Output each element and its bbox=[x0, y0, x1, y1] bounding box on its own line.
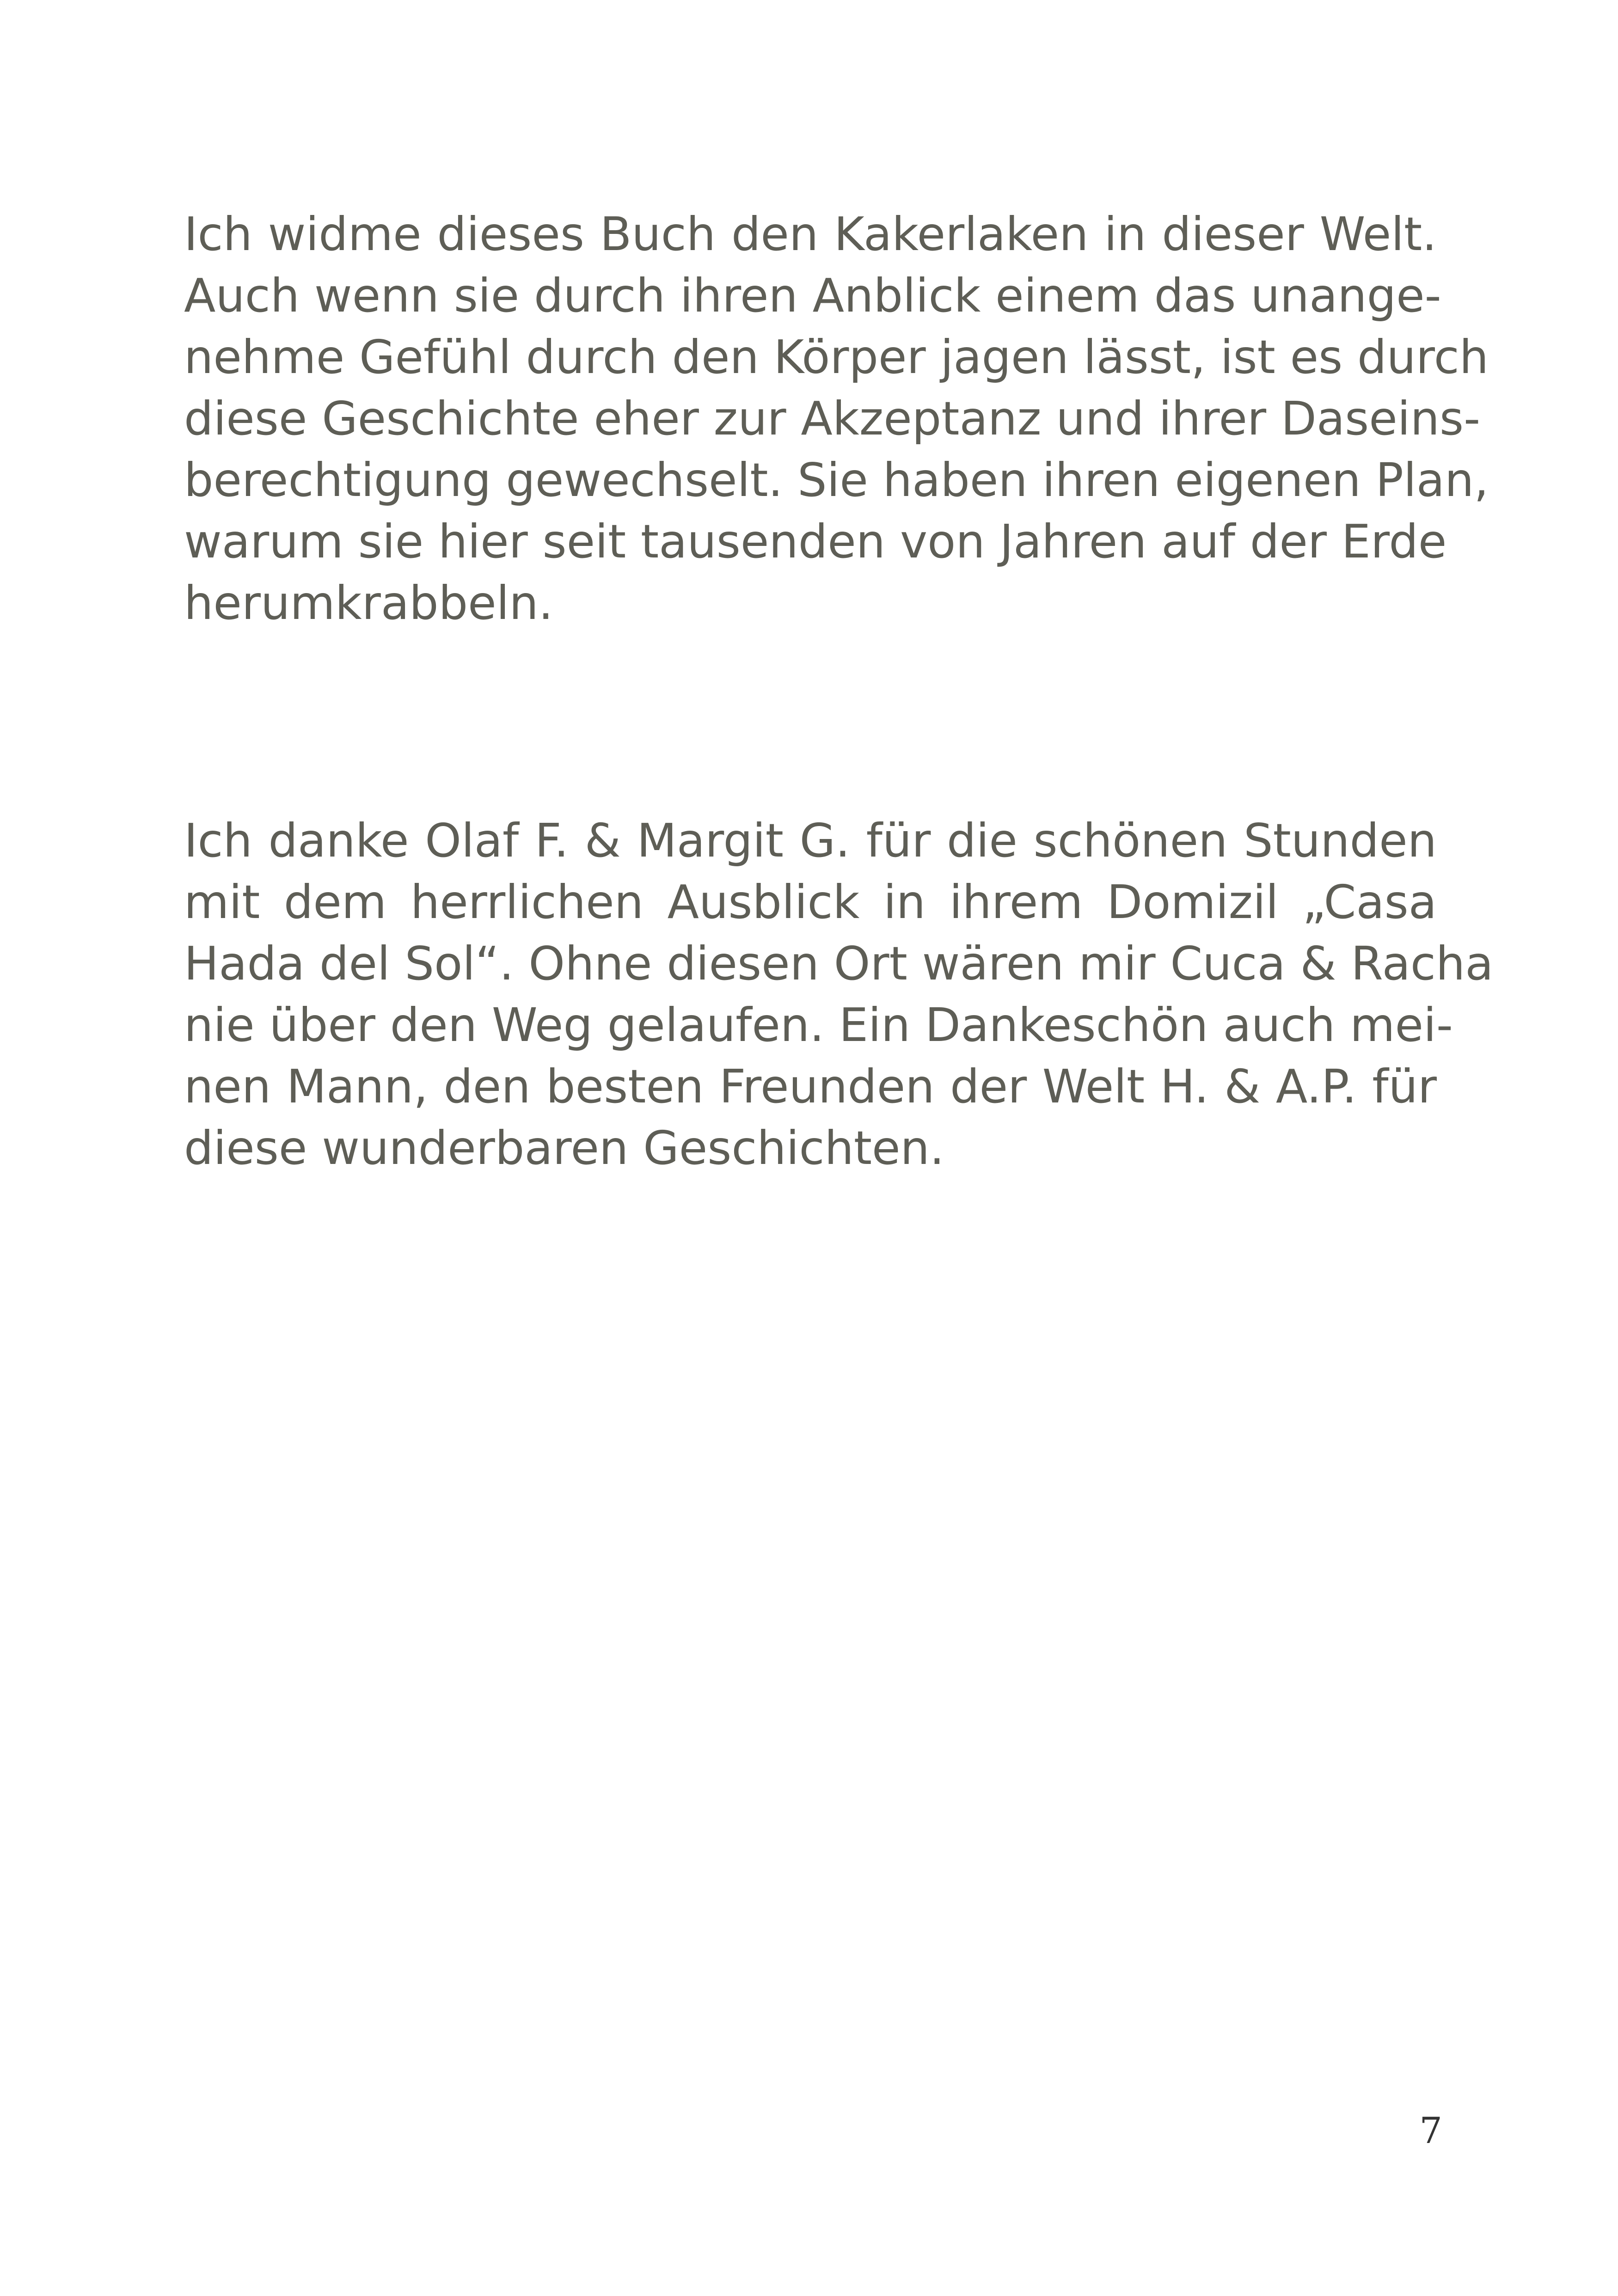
dedication-line: Auch wenn sie durch ihren Anblick einem das unange- bbox=[184, 269, 1441, 323]
acknowledgement-line: diese wunderbaren Geschichten. bbox=[184, 1121, 944, 1175]
acknowledgement-paragraph bbox=[184, 810, 1494, 1179]
page-number: 7 bbox=[1419, 2110, 1442, 2152]
acknowledgement-line: Hada del Sol“. Ohne diesen Ort wären mir Cuca & Racha bbox=[184, 937, 1494, 991]
acknowledgement-line: nie über den Weg gelaufen. Ein Dankeschön auch mei- bbox=[184, 998, 1453, 1052]
dedication-line: berechtigung gewechselt. Sie haben ihren eigenen Plan, bbox=[184, 453, 1489, 507]
dedication-line: Ich widme dieses Buch den Kakerlaken in dieser Welt. bbox=[184, 207, 1437, 261]
dedication-line: diese Geschichte eher zur Akzeptanz und ihrer Daseins- bbox=[184, 392, 1481, 446]
dedication-line: herumkrabbeln. bbox=[184, 576, 553, 630]
dedication-line: warum sie hier seit tausenden von Jahren auf der Erde bbox=[184, 514, 1447, 569]
acknowledgement-line: nen Mann, den besten Freunden der Welt H. & A.P. für bbox=[184, 1059, 1437, 1114]
acknowledgement-line: Ich danke Olaf F. & Margit G. für die schönen Stunden bbox=[184, 814, 1437, 868]
acknowledgement-line: mit dem herrlichen Ausblick in ihrem Domizil „Casa bbox=[184, 875, 1437, 929]
dedication-line: nehme Gefühl durch den Körper jagen lässt, ist es durch bbox=[184, 330, 1489, 384]
dedication-paragraph bbox=[184, 203, 1489, 634]
